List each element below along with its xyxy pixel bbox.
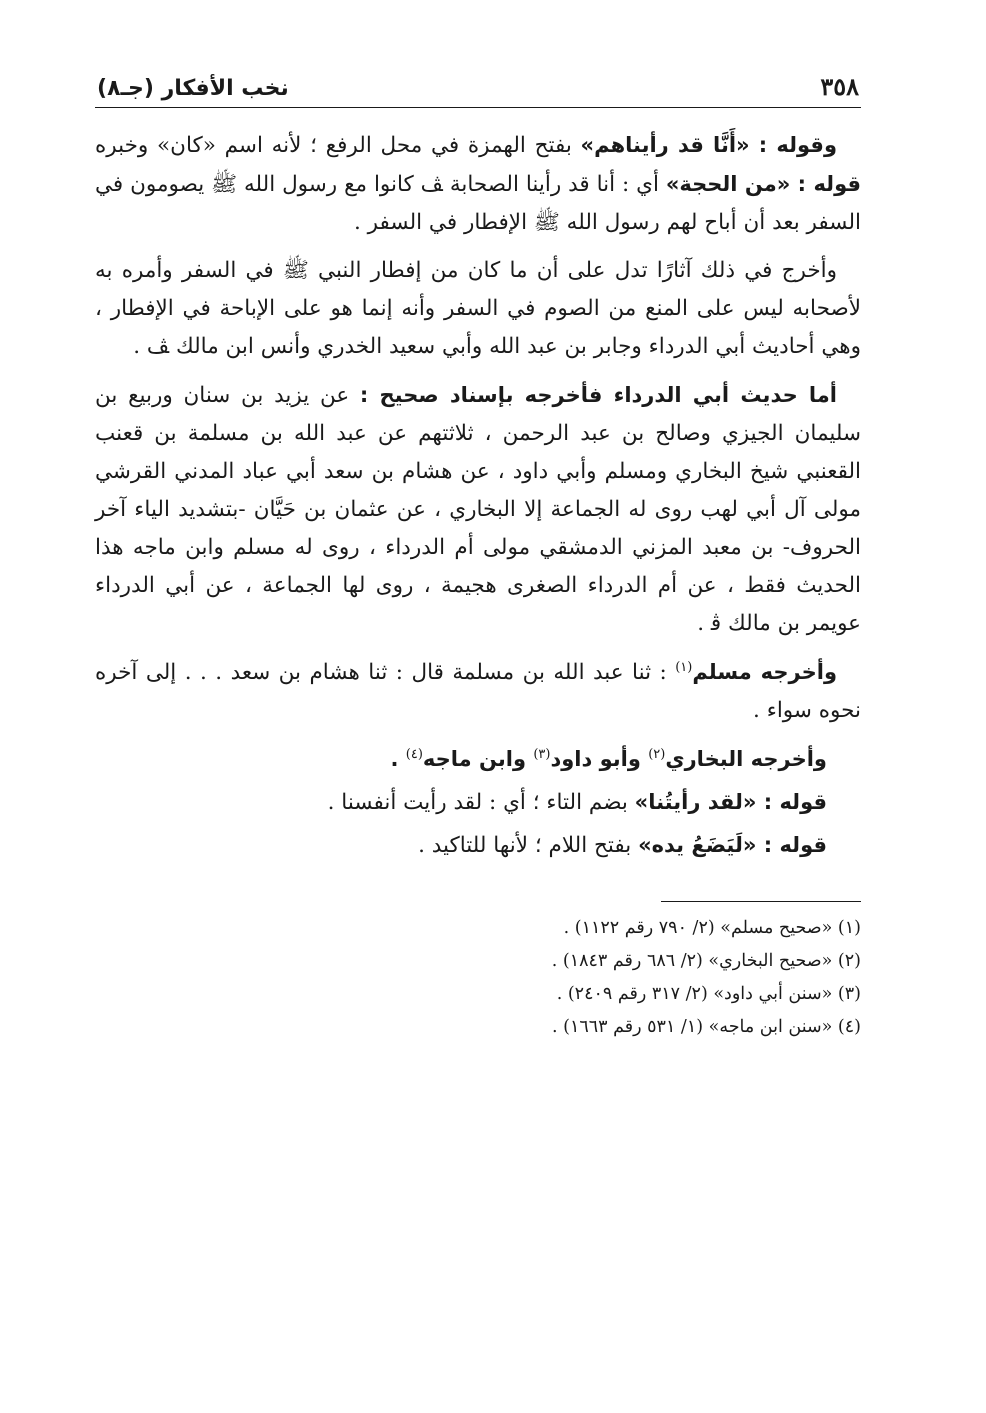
paragraph-text: بفتح اللام ؛ لأنها للتاكيد . (418, 833, 639, 858)
paragraph-text: عن يزيد بن سنان وربيع بن سليمان الجيزي وصالح بن عبد الرحمن ، ثلاثتهم عن عبد الله بن مسلمة بن قعنب القعنبي شيخ البخاري ومسلم وأبي داود ، عن هشام بن سعد أبي عباد المدني القرشي مولى آل أبي لهب روى له الجماعة إلا البخاري ، عن عثمان بن حَيَّان -بتشديد الياء آخر الحروف- بن معبد المزني الدمشقي مولى أم الدرداء ، روى له مسلم وابن ماجه هذا الحديث فقط ، عن أم الدرداء الصغرى هجيمة ، روى لها الجماعة ، عن أبي الدرداء عويمر بن مالك ﭬ . (95, 383, 861, 636)
footnote-3: (٣) «سنن أبي داود» (٢/ ٣١٧ رقم ٢٤٠٩) . (556, 984, 861, 1004)
quoted-phrase: وقوله : «أَنَّا قد رأيناهم» (580, 133, 837, 157)
footnote-ref[interactable]: (٣) (533, 746, 551, 762)
quoted-phrase: قوله : «لقد رأيتُنا» (634, 790, 827, 814)
footnote-2: (٢) «صحيح البخاري» (٢/ ٦٨٦ رقم ١٨٤٣) . (551, 951, 861, 971)
paragraph-5 (95, 740, 861, 779)
source-name: وأبو داود (550, 747, 649, 771)
footnote-separator (661, 901, 861, 902)
paragraph-7 (95, 826, 861, 865)
running-title: نخب الأفكار (جـ٨) (97, 76, 289, 101)
paragraph-2 (95, 252, 861, 366)
source-name: وأخرجه البخاري (665, 747, 827, 771)
footnote-ref[interactable]: (١) (675, 659, 693, 675)
source-name: وأخرجه مسلم (692, 660, 837, 684)
page-number: ٣٥٨ (820, 72, 859, 101)
paragraph-6 (95, 783, 861, 822)
footnote-ref[interactable]: (٢) (648, 746, 666, 762)
footnote-1: (١) «صحيح مسلم» (٢/ ٧٩٠ رقم ١١٢٢) . (563, 918, 861, 938)
footnotes (95, 912, 861, 1044)
paragraph-text: بفتح الهمزة في محل الرفع ؛ لأنه اسم «كان» وخبره (95, 133, 581, 158)
quoted-phrase: قوله : «من الحجة» (665, 172, 861, 196)
paragraph-3 (95, 376, 861, 643)
main-text (95, 126, 861, 865)
footnote-4: (٤) «سنن ابن ماجه» (١/ ٥٣١ رقم ١٦٦٣) . (551, 1017, 861, 1037)
footnote-ref[interactable]: (٤) (405, 746, 423, 762)
punctuation: . (390, 747, 406, 771)
book-page (95, 64, 861, 1044)
page-header (95, 64, 861, 108)
paragraph-text: بضم التاء ؛ أي : لقد رأيت أنفسنا . (327, 790, 635, 815)
paragraph-text: أي : أنا قد رأينا الصحابة ﭫ كانوا مع رسول الله ﷺ يصومون في السفر بعد أن أباح لهم رسول الله ﷺ الإفطار في السفر . (95, 172, 861, 235)
quoted-phrase: قوله : «لَيَضَعُ يده» (638, 833, 827, 857)
paragraph-4 (95, 653, 861, 730)
paragraph-1 (95, 126, 861, 242)
source-name: وابن ماجه (422, 747, 534, 771)
paragraph-text: وأخرج في ذلك آثارًا تدل على أن ما كان من إفطار النبي ﷺ في السفر وأمره به لأصحابه ليس على المنع من الصوم في السفر وأنه إنما هو على الإباحة في الإفطار ، وهي أحاديث أبي الدرداء وجابر بن عبد الله وأبي سعيد الخدري وأنس ابن مالك ﭫ . (95, 258, 861, 359)
paragraph-text: : ثنا عبد الله بن مسلمة قال : ثنا هشام بن سعد . . . إلى آخره نحوه سواء . (95, 660, 861, 723)
section-lead: أما حديث أبي الدرداء فأخرجه بإسناد صحيح : (359, 383, 837, 407)
